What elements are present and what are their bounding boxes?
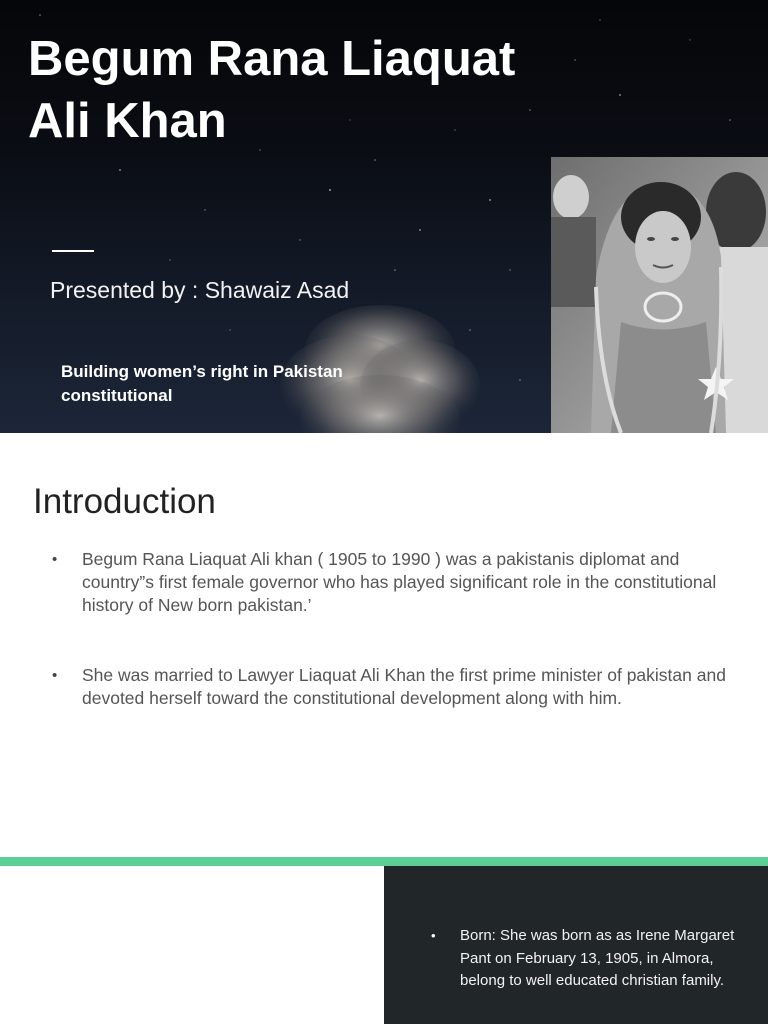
introduction-slide xyxy=(0,433,768,857)
introduction-bullet-list xyxy=(0,548,768,710)
bullet-icon: • xyxy=(431,928,436,943)
presenter-name: Presented by : Shawaiz Asad xyxy=(50,277,350,303)
biography-slide xyxy=(0,857,768,1024)
bullet-text: Born: She was born as as Irene Margaret Pant on February 13, 1905, in Almora, belong to well educated christian family. xyxy=(460,927,735,989)
biography-panel xyxy=(384,866,768,1024)
bullet-icon: • xyxy=(52,551,58,568)
presentation-title: Begum Rana Liaquat Ali Khan xyxy=(28,32,516,148)
bullet-text: Begum Rana Liaquat Ali khan ( 1905 to 1990 ) was a pakistanis diplomat and country”s first female governor who has played significant role in the constitutional history of New born pakistan.’ xyxy=(82,549,717,615)
title-divider xyxy=(52,250,94,252)
bullet-icon: • xyxy=(52,667,58,684)
portrait-photo xyxy=(551,157,768,433)
title-slide xyxy=(0,0,768,433)
accent-bar xyxy=(0,857,768,866)
list-item xyxy=(0,548,768,617)
presentation-tagline: Building women’s right in Pakistan constitutional xyxy=(61,362,343,405)
bullet-text: She was married to Lawyer Liaquat Ali Khan the first prime minister of pakistan and devoted herself toward the constitutional development along with him. xyxy=(82,665,726,708)
list-item xyxy=(431,925,750,993)
list-item xyxy=(0,664,768,710)
introduction-heading: Introduction xyxy=(33,482,216,521)
